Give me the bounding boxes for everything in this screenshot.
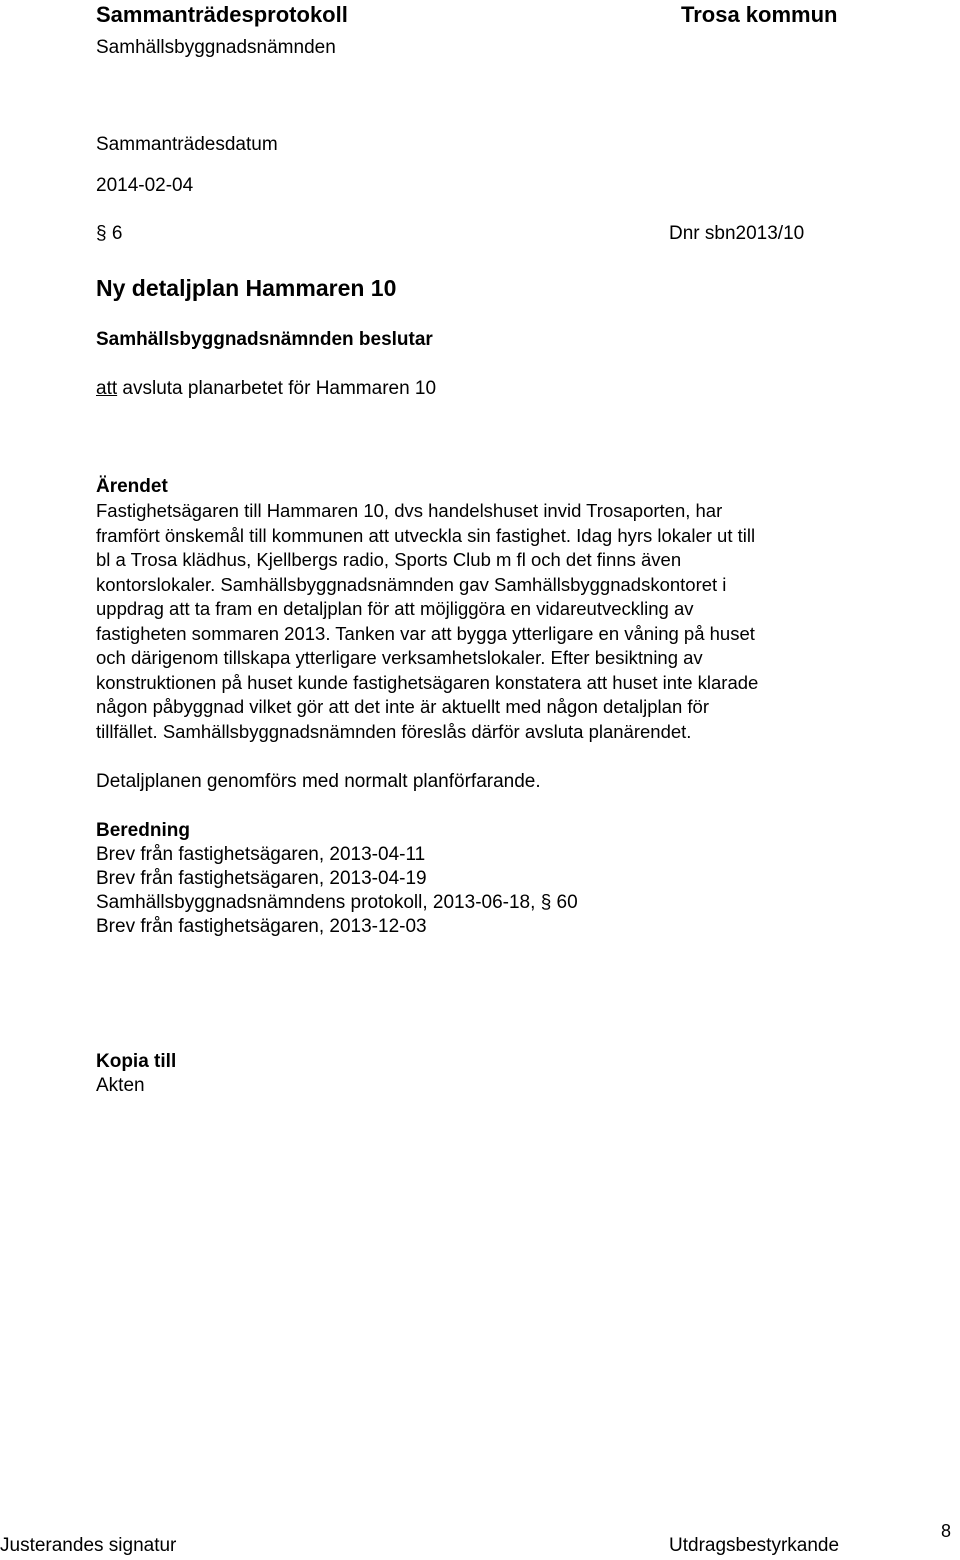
dnr-number: Dnr sbn2013/10: [669, 223, 805, 244]
paragraph-line: tillfället. Samhällsbyggnadsnämnden föreslås därför avsluta planärendet.: [96, 720, 692, 742]
matter-heading: Ärendet: [96, 476, 168, 497]
paragraph-line: och därigenom tillskapa ytterligare verksamhetslokaler. Efter besiktning av: [96, 647, 703, 668]
meeting-date: 2014-02-04: [96, 175, 194, 196]
paragraph-line: framfört önskemål till kommunen att utveckla sin fastighet. Idag hyrs lokaler ut till: [96, 524, 756, 546]
preparation-heading: Beredning: [96, 820, 190, 841]
certification-label: Utdragsbestyrkande: [669, 1535, 840, 1556]
paragraph-line: kontorslokaler. Samhällsbyggnadsnämnden gav Samhällsbyggnadskontoret i: [96, 573, 727, 595]
list-item-text: Samhällsbyggnadsnämndens protokoll, 2013-06-18,: [96, 892, 536, 913]
section-sign: §: [540, 892, 552, 913]
copy-heading: Kopia till: [96, 1051, 177, 1072]
preparation-list: [96, 843, 578, 939]
committee-name: Samhällsbyggnadsnämnden: [96, 37, 336, 58]
matter-paragraph: [96, 499, 956, 744]
paragraph-line: Fastighetsägaren till Hammaren 10, dvs handelshuset invid Trosaporten, har: [96, 500, 723, 521]
list-item: Brev från fastighetsägaren, 2013-04-19: [96, 868, 427, 889]
decision-att: att: [96, 378, 118, 399]
paragraph-line: bl a Trosa klädhus, Kjellbergs radio, Sports Club m fl och det finns även: [96, 549, 682, 570]
signature-label: Justerandes signatur: [0, 1535, 177, 1556]
list-item-ref: 60: [556, 892, 578, 913]
item-title: Ny detaljplan Hammaren 10: [96, 275, 397, 301]
decision-heading: Samhällsbyggnadsnämnden beslutar: [96, 329, 433, 350]
section-sign: §: [96, 223, 107, 244]
procedure-note: Detaljplanen genomförs med normalt planförfarande.: [96, 771, 541, 792]
list-item: Brev från fastighetsägaren, 2013-04-11: [96, 844, 426, 865]
list-item: [96, 891, 578, 915]
meeting-date-label: Sammanträdesdatum: [96, 134, 278, 155]
paragraph-line: uppdrag att ta fram en detaljplan för att möjliggöra en vidareutveckling av: [96, 598, 694, 619]
decision-text: [96, 378, 436, 400]
paragraph-line: fastigheten sommaren 2013. Tanken var att bygga ytterligare en våning på huset: [96, 622, 755, 644]
document-type: Sammanträdesprotokoll: [96, 2, 348, 27]
section-number: [96, 223, 122, 245]
page-number: 8: [941, 1521, 952, 1541]
copy-recipient: Akten: [96, 1075, 145, 1096]
decision-body: avsluta planarbetet för Hammaren 10: [117, 378, 437, 399]
section-number-value: 6: [111, 223, 123, 244]
list-item: Brev från fastighetsägaren, 2013-12-03: [96, 916, 427, 937]
paragraph-line: konstruktionen på huset kunde fastighetsägaren konstatera att huset inte klarade: [96, 671, 759, 693]
paragraph-line: någon påbyggnad vilket gör att det inte är aktuellt med någon detaljplan för: [96, 696, 709, 717]
municipality-name: Trosa kommun: [681, 2, 838, 27]
